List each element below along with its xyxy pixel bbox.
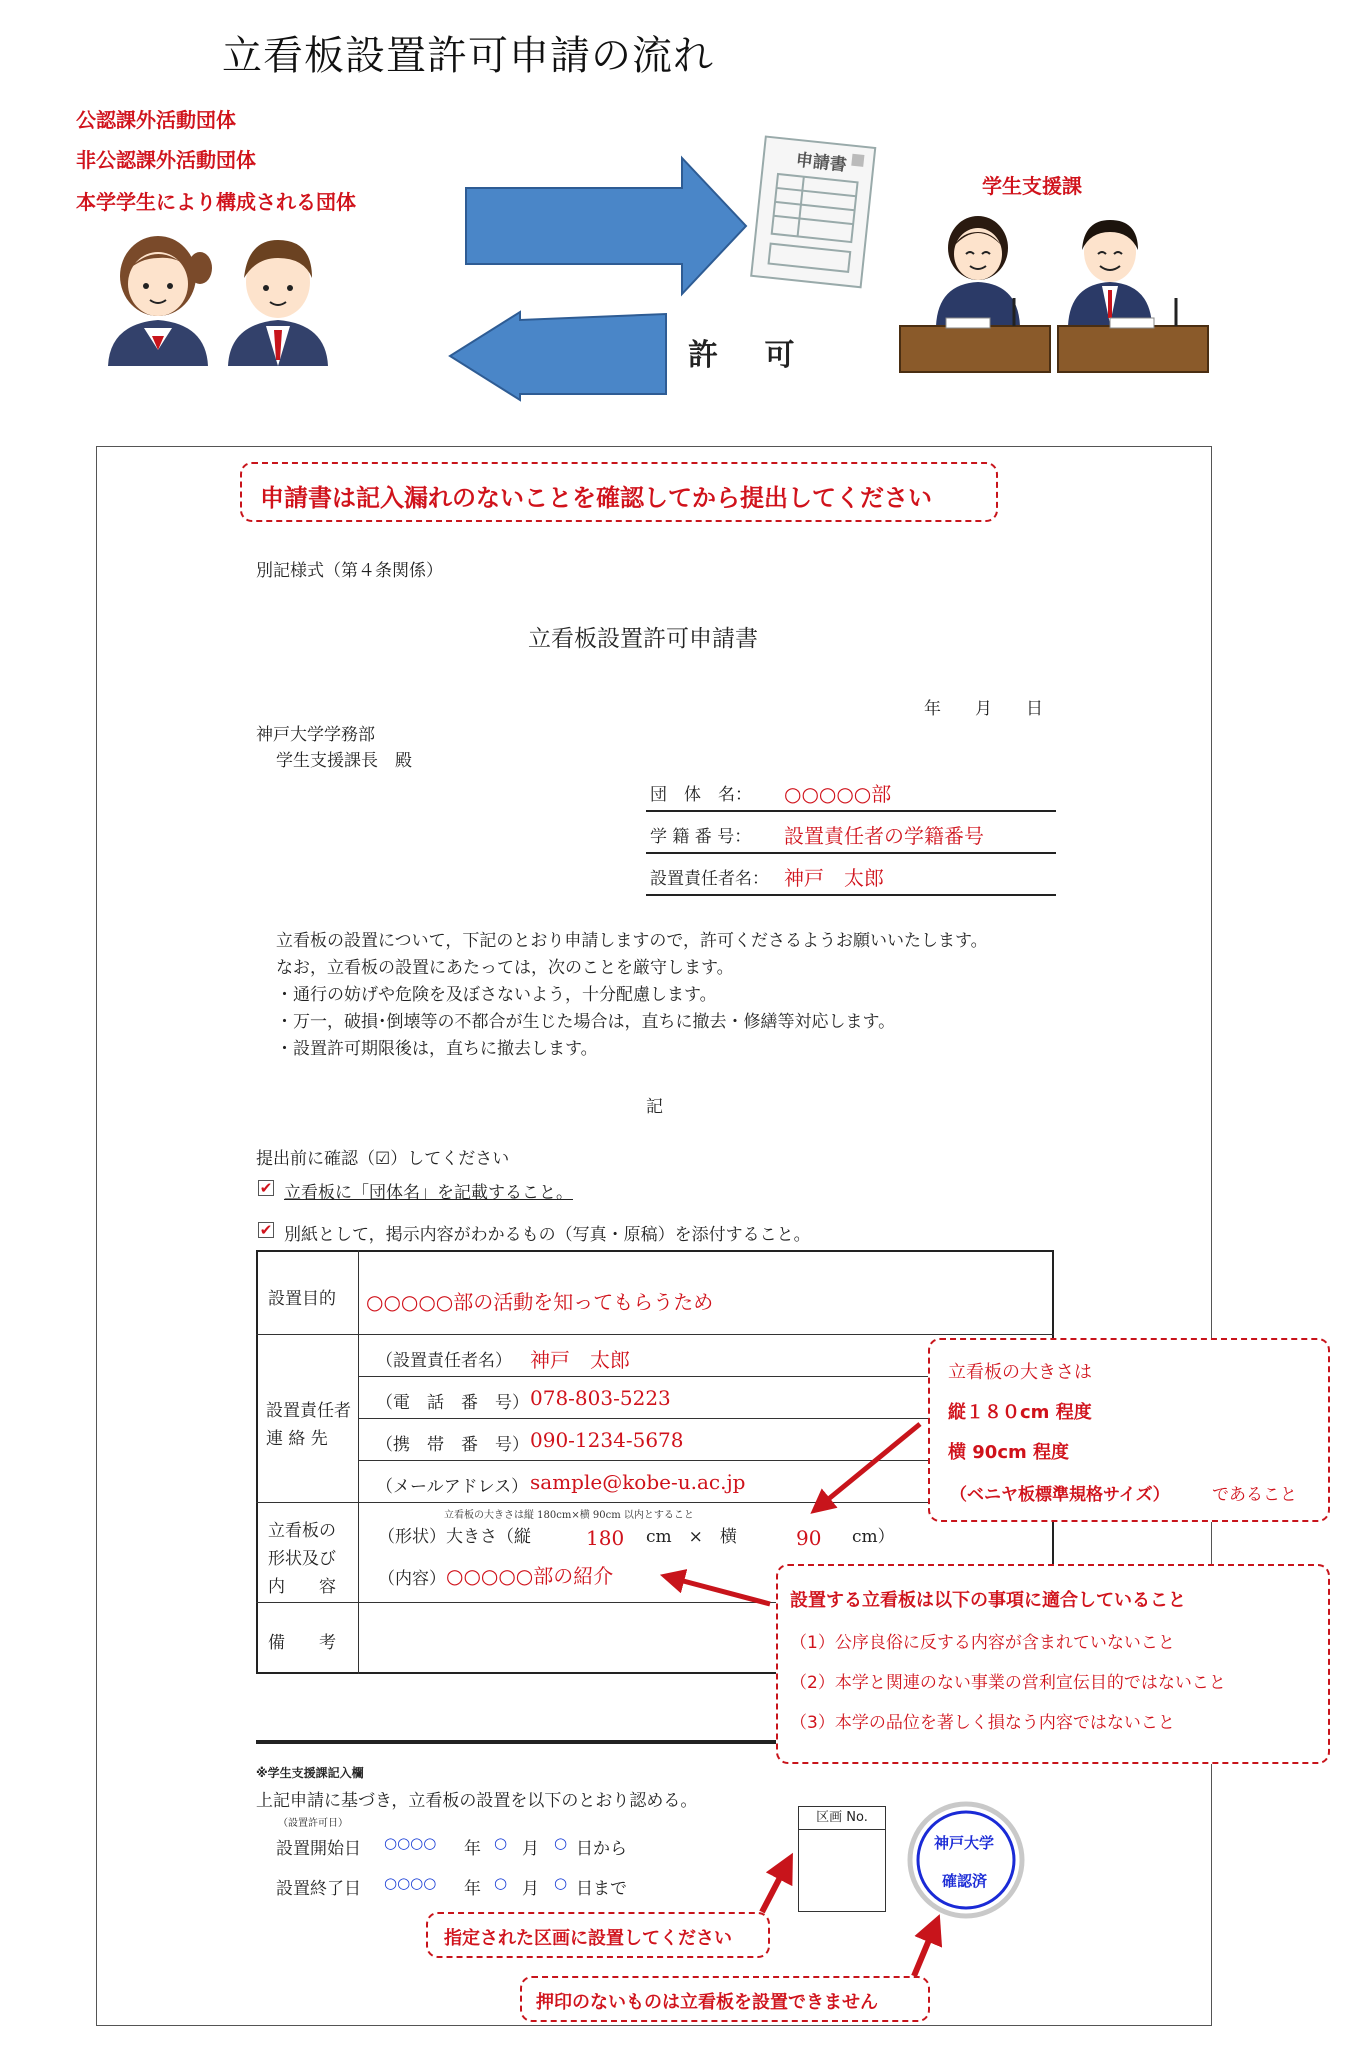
contact-label: 設置責任者 [266, 1401, 351, 1421]
size-callout-line: 立看板の大きさは [948, 1362, 1092, 1383]
check-item-attachment: 別紙として，掲示内容がわかるもの（写真・原稿）を添付すること。 [284, 1225, 811, 1245]
start-suffix: 日から [576, 1839, 627, 1859]
department-label: 学生支援課 [982, 174, 1082, 198]
field-label: 学 籍 番 号： [650, 827, 752, 847]
end-month[interactable]: ○ [494, 1874, 508, 1892]
content-callout-item: （1）公序良俗に反する内容が含まれていないこと [790, 1633, 1175, 1653]
contact-row-label: （電 話 番 号） [376, 1393, 529, 1413]
column-divider [358, 1250, 359, 1674]
student-boy-icon [228, 240, 328, 366]
body-line: なお，立看板の設置にあたっては，次のことを厳守します。 [276, 958, 734, 978]
width-value[interactable]: 90 [796, 1526, 822, 1550]
seal-callout-text: 押印のないものは立看板を設置できません [536, 1992, 878, 2013]
field-group-name [646, 778, 1056, 812]
content-callout-heading: 設置する立看板は以下の事項に適合していること [790, 1590, 1186, 1611]
start-year[interactable]: ○○○○ [384, 1834, 437, 1852]
office-heading: ※学生支援課記入欄 [256, 1766, 364, 1780]
month-unit: 月 [522, 1879, 539, 1899]
purpose-label: 設置目的 [268, 1289, 336, 1309]
field-label: 団 体 名： [650, 785, 752, 805]
end-label: 設置終了日 [276, 1879, 361, 1899]
size-note: 立看板の大きさは縦 180cm×横 90cm 以内とすること [444, 1510, 694, 1521]
shape-label: 内 容 [268, 1577, 336, 1597]
field-value[interactable]: 設置責任者の学籍番号 [784, 824, 984, 848]
check-callout [240, 462, 998, 522]
unit-cm-close: cm） [852, 1527, 895, 1547]
student-girl-icon [108, 236, 212, 366]
form-title: 立看板設置許可申請書 [528, 626, 758, 652]
body-line: 立看板の設置について，下記のとおり申請しますので，許可くださるようお願いいたします。 [276, 931, 988, 951]
group-unofficial: 非公認課外活動団体 [76, 148, 256, 172]
shape-label: 形状及び [268, 1549, 336, 1569]
body-line: ・通行の妨げや危険を及ぼさないよう，十分配慮します。 [276, 985, 717, 1005]
field-student-id [646, 820, 1056, 854]
contact-row-value[interactable]: sample@kobe-u.ac.jp [530, 1470, 746, 1494]
block-callout [426, 1912, 770, 1958]
checkbox-icon[interactable]: ✔ [259, 1221, 273, 1239]
content-callout-item: （3）本学の品位を著しく損なう内容ではないこと [790, 1713, 1175, 1733]
field-value[interactable]: 神戸 太郎 [784, 866, 884, 890]
size-callout-line: であること [1212, 1485, 1297, 1505]
content-callout-item: （2）本学と関連のない事業の営利宣伝目的ではないこと [790, 1673, 1226, 1693]
size-callout [928, 1338, 1330, 1522]
contact-row-label: （携 帯 番 号） [376, 1435, 529, 1455]
staff-man-icon [1068, 220, 1152, 326]
staff-woman-icon [936, 216, 1020, 326]
return-arrow-icon [450, 312, 666, 400]
staff-illustration [896, 206, 1216, 376]
start-label: 設置開始日 [276, 1839, 361, 1859]
contact-row-value[interactable]: 078-803-5223 [530, 1386, 671, 1410]
block-number-box[interactable] [798, 1806, 886, 1912]
contact-row-value[interactable]: 090-1234-5678 [530, 1428, 684, 1452]
size-callout-line: 縦１８０cm 程度 [948, 1402, 1092, 1423]
body-line: ・万一，破損･倒壊等の不都合が生じた場合は，直ちに撤去・修繕等対応します。 [276, 1012, 896, 1032]
shape-prefix: （形状）大きさ（縦 [378, 1527, 531, 1547]
check-callout-text: 申請書は記入漏れのないことを確認してから提出してください [260, 484, 932, 512]
size-callout-line: 横 90cm 程度 [948, 1442, 1070, 1463]
block-number-label: 区画 No. [799, 1807, 885, 1830]
submit-arrow-icon [466, 158, 746, 294]
body-line: ・設置許可期限後は，直ちに撤去します。 [276, 1039, 598, 1059]
contact-row-label: （設置責任者名） [376, 1351, 512, 1371]
date-line: 年 月 日 [924, 699, 1043, 719]
students-illustration [100, 228, 340, 368]
checkbox-icon[interactable]: ✔ [259, 1179, 273, 1197]
field-responsible-name [646, 862, 1056, 896]
contact-label: 連 絡 先 [266, 1429, 328, 1449]
seal-text: 確認済 [942, 1872, 988, 1890]
check-heading: 提出前に確認（☑）してください [256, 1149, 510, 1169]
start-month[interactable]: ○ [494, 1834, 508, 1852]
block-callout-text: 指定された区画に設置してください [444, 1928, 732, 1949]
end-suffix: 日まで [576, 1879, 627, 1899]
seal-text: 神戸大学 [934, 1834, 995, 1852]
field-label: 設置責任者名： [650, 869, 769, 889]
content-label: （内容） [378, 1569, 446, 1589]
group-official: 公認課外活動団体 [76, 108, 236, 132]
approval-text: 上記申請に基づき，立看板の設置を以下のとおり認める。 [256, 1791, 698, 1811]
confirmation-seal-icon [906, 1800, 1026, 1920]
check-item-group-name: 立看板に「団体名」を記載すること。 [284, 1183, 573, 1203]
remarks-label: 備 考 [268, 1633, 336, 1653]
size-callout-line: （ベニヤ板標準規格サイズ） [950, 1485, 1170, 1505]
end-year[interactable]: ○○○○ [384, 1874, 437, 1892]
permit-date-note: （設置許可日） [278, 1818, 348, 1829]
contact-row-value[interactable]: 神戸 太郎 [530, 1348, 630, 1372]
height-value[interactable]: 180 [586, 1526, 625, 1550]
field-value[interactable]: ○○○○○部 [784, 782, 892, 806]
content-value[interactable]: ○○○○○部の紹介 [446, 1564, 614, 1588]
addressee-office: 神戸大学学務部 [256, 725, 375, 745]
addressee-title: 学生支援課長 殿 [276, 751, 412, 771]
unit-cm-x: cm × 横 [646, 1527, 737, 1547]
purpose-value[interactable]: ○○○○○部の活動を知ってもらうため [366, 1290, 714, 1314]
style-note: 別記様式（第４条関係） [256, 561, 443, 581]
contact-row-label: （メールアドレス） [376, 1477, 529, 1497]
start-day[interactable]: ○ [554, 1834, 568, 1852]
form-icon-label: 申請書 [794, 150, 848, 176]
content-callout [776, 1564, 1330, 1764]
page-title: 立看板設置許可申請の流れ [222, 33, 714, 79]
ki-mark: 記 [646, 1097, 663, 1117]
group-students: 本学学生により構成される団体 [76, 190, 356, 214]
end-day[interactable]: ○ [554, 1874, 568, 1892]
shape-label: 立看板の [268, 1521, 336, 1541]
month-unit: 月 [522, 1839, 539, 1859]
seal-callout [520, 1976, 930, 2022]
year-unit: 年 [464, 1879, 481, 1899]
row-divider [256, 1334, 1054, 1335]
year-unit: 年 [464, 1839, 481, 1859]
permit-label: 許 可 [688, 338, 813, 373]
